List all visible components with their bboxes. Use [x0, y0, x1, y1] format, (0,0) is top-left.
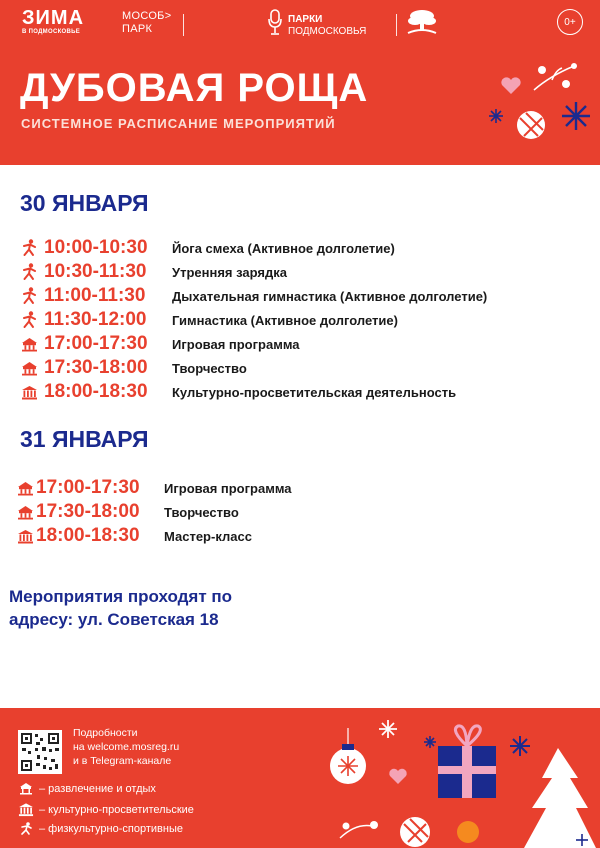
schedule-row	[20, 236, 590, 260]
carousel-icon	[20, 359, 38, 377]
carousel-icon	[16, 479, 34, 497]
legend-item-entertainment	[18, 782, 156, 795]
event-activity: Дыхательная гимнастика (Активное долголетие)	[172, 288, 488, 304]
mosob-logo-line1: МОСОБ>	[122, 10, 172, 22]
event-time: 17:00-17:30	[36, 477, 140, 498]
sport-icon	[20, 263, 38, 281]
museum-icon	[16, 527, 34, 545]
event-activity: Утренняя зарядка	[172, 264, 287, 280]
schedule-row	[16, 524, 590, 548]
event-time: 17:30-18:00	[36, 501, 140, 522]
heart-icon	[500, 76, 522, 96]
snowflake-icon	[488, 108, 504, 124]
footer-banner	[0, 708, 600, 848]
event-activity: Гимнастика (Активное долголетие)	[172, 312, 398, 328]
museum-icon	[20, 383, 38, 401]
address-line1: Мероприятия проходят по	[9, 587, 233, 606]
page-title: ДУБОВАЯ РОЩА	[20, 66, 369, 110]
event-time: 18:00-18:30	[44, 381, 148, 402]
footer-info-line1: Подробности	[73, 727, 138, 739]
schedule-row	[16, 500, 590, 524]
berry-branch-icon	[530, 60, 580, 94]
event-address	[9, 585, 232, 631]
zima-logo-subtext: В ПОДМОСКОВЬЕ	[22, 29, 81, 35]
museum-icon	[18, 802, 34, 817]
schedule-row	[20, 308, 590, 332]
page-subtitle: СИСТЕМНОЕ РАСПИСАНИЕ МЕРОПРИЯТИЙ	[21, 116, 336, 131]
event-time: 17:30-18:00	[44, 357, 148, 378]
parki-logo-line1: ПАРКИ	[288, 14, 323, 25]
schedule-row	[20, 284, 590, 308]
schedule-row	[16, 476, 590, 500]
legend-item-sport	[18, 822, 183, 836]
day-1-date: 30 ЯНВАРЯ	[20, 190, 149, 216]
schedule-row	[20, 260, 590, 284]
snowflake-icon	[560, 100, 592, 132]
footer-info-line3: и в Telegram-канале	[73, 755, 172, 767]
legend-label: – развлечение и отдых	[39, 782, 156, 795]
address-line2: адресу: ул. Советская 18	[9, 610, 219, 629]
event-activity: Творчество	[172, 360, 247, 376]
header-banner	[0, 0, 600, 165]
logo-divider	[183, 14, 184, 36]
event-time: 10:30-11:30	[44, 261, 147, 282]
event-activity: Йога смеха (Активное долголетие)	[172, 240, 395, 256]
ornament-ball-icon	[514, 108, 548, 142]
zima-logo-text: ЗИМА	[22, 7, 85, 29]
footer-info-line2: на welcome.mosreg.ru	[73, 741, 180, 753]
winter-decorations	[320, 708, 600, 848]
mosob-park-logo	[122, 10, 171, 36]
day-2-date: 31 ЯНВАРЯ	[20, 426, 149, 452]
mosob-logo-line2: ПАРК	[122, 23, 153, 35]
age-rating-badge: 0+	[557, 9, 583, 35]
event-activity: Культурно-просветительская деятельность	[172, 384, 457, 400]
oak-tree-logo-icon	[405, 8, 439, 36]
legend-label: – физкультурно-спортивные	[39, 823, 183, 835]
sport-icon	[20, 239, 38, 257]
event-activity: Творчество	[164, 504, 239, 520]
event-activity: Игровая программа	[172, 336, 300, 352]
parki-logo-line2: ПОДМОСКОВЬЯ	[288, 26, 367, 37]
sport-icon	[20, 311, 38, 329]
event-time: 10:00-10:30	[44, 237, 148, 258]
schedule-row	[20, 332, 590, 356]
event-time: 18:00-18:30	[36, 525, 140, 546]
carousel-icon	[18, 782, 34, 795]
carousel-icon	[16, 503, 34, 521]
event-time: 17:00-17:30	[44, 333, 148, 354]
event-time: 11:30-12:00	[44, 309, 147, 330]
logo-divider	[396, 14, 397, 36]
legend-item-culture	[18, 802, 194, 817]
qr-code[interactable]	[18, 730, 62, 774]
zima-logo	[22, 8, 84, 35]
footer-info	[73, 726, 179, 768]
event-activity: Мастер-класс	[164, 528, 252, 544]
event-time: 11:00-11:30	[44, 285, 146, 306]
legend-label: – культурно-просветительские	[39, 803, 194, 816]
schedule-row	[20, 356, 590, 380]
microphone-logo-icon	[266, 8, 284, 38]
carousel-icon	[20, 335, 38, 353]
schedule-row	[20, 380, 590, 404]
sport-icon	[20, 287, 38, 305]
sport-icon	[18, 822, 34, 836]
event-activity: Игровая программа	[164, 480, 292, 496]
